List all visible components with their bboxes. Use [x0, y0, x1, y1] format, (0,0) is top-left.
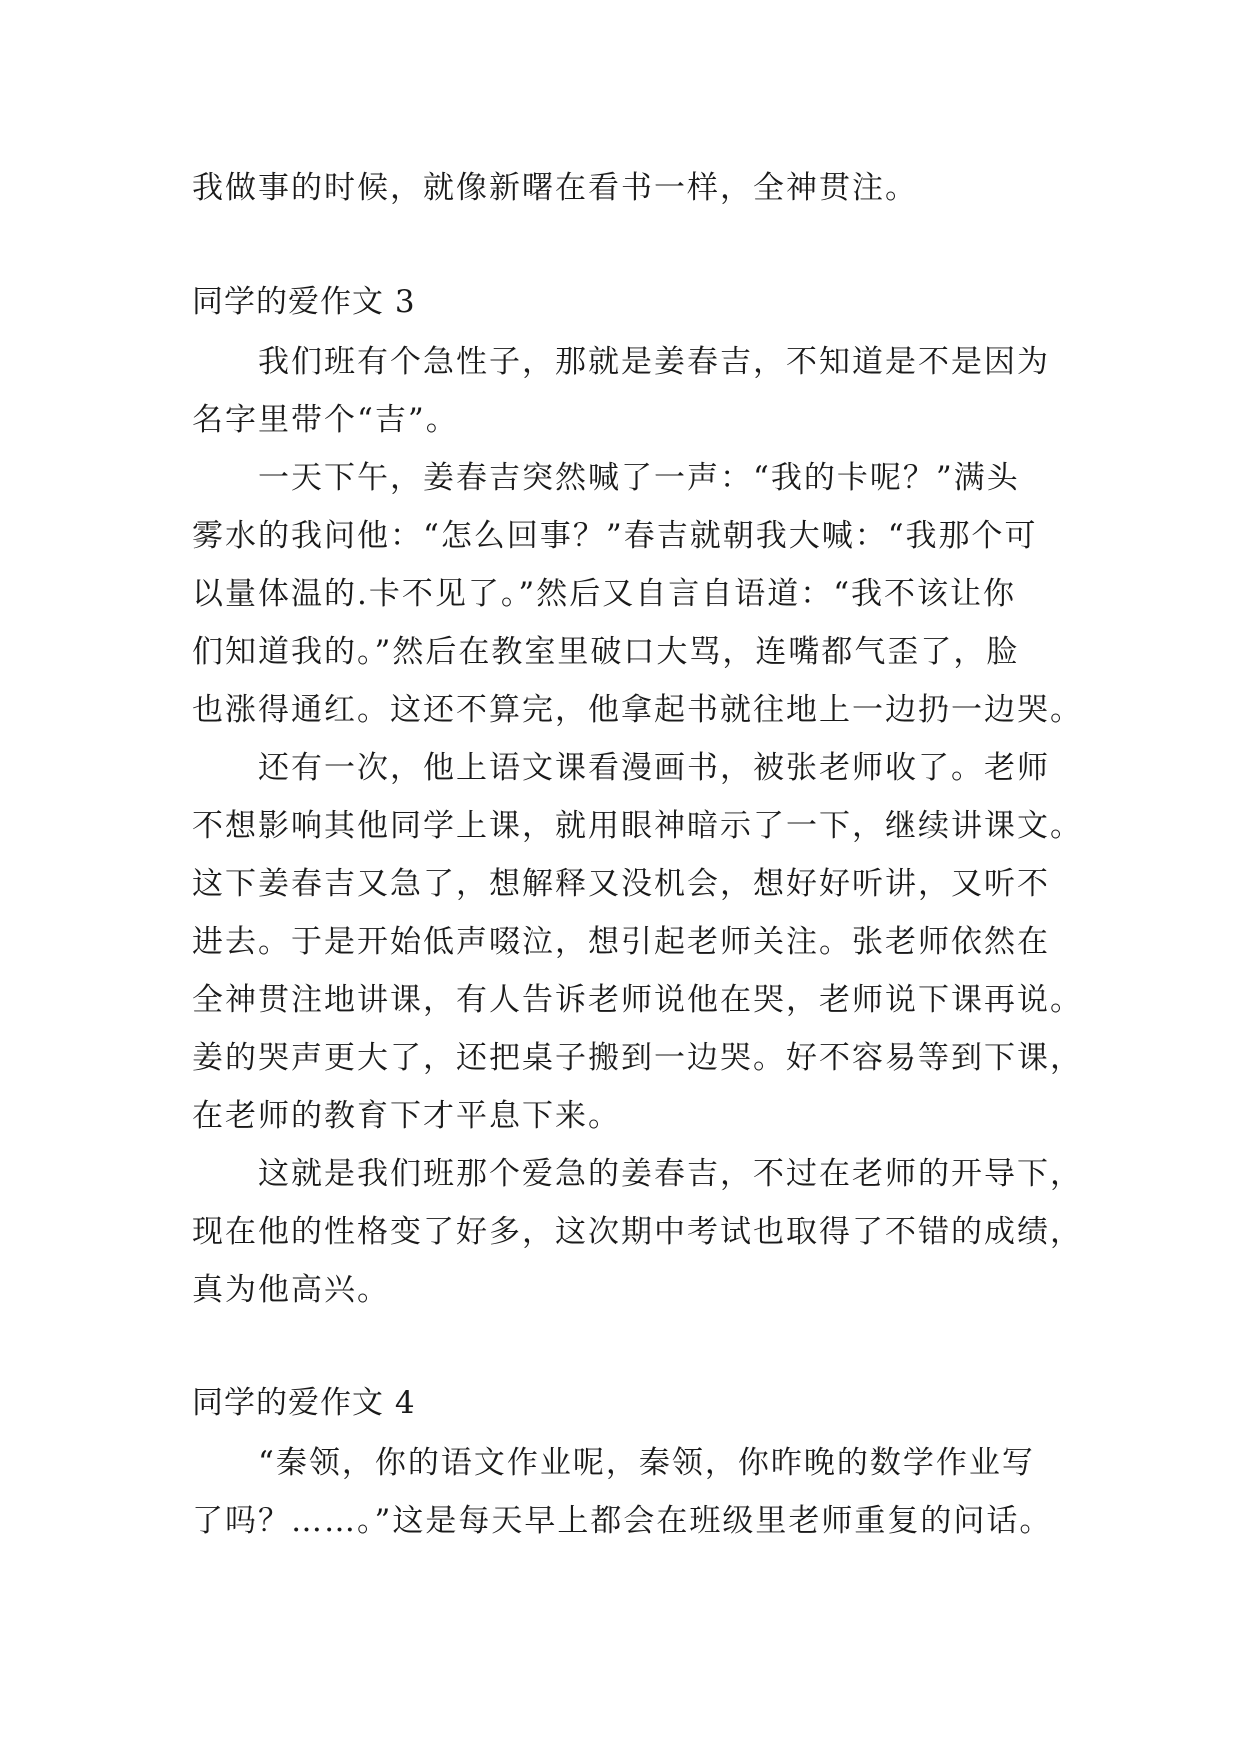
essay3-line: 进去。于是开始低声啜泣，想引起老师关注。张老师依然在 [192, 924, 1050, 960]
essay4-line: 了吗？……。”这是每天早上都会在班级里老师重复的问话。 [192, 1503, 1053, 1539]
essay4-title: 同学的爱作文 4 [192, 1385, 416, 1421]
essay3-line: 也涨得通红。这还不算完，他拿起书就往地上一边扔一边哭。 [192, 692, 1083, 728]
essay4-line: “秦领，你的语文作业呢，秦领，你昨晚的数学作业写 [258, 1445, 1035, 1481]
essay3-line: 们知道我的。”然后在教室里破口大骂，连嘴都气歪了，脸 [192, 634, 1020, 670]
essay3-line: 一天下午，姜春吉突然喊了一声：“我的卡呢？”满头 [258, 460, 1020, 496]
essay3-title: 同学的爱作文 3 [192, 284, 416, 320]
essay3-line: 我们班有个急性子，那就是姜春吉，不知道是不是因为 [258, 344, 1050, 380]
essay3-line: 现在他的性格变了好多，这次期中考试也取得了不错的成绩， [192, 1214, 1083, 1250]
essay3-line: 在老师的教育下才平息下来。 [192, 1098, 621, 1134]
essay3-line: 真为他高兴。 [192, 1272, 390, 1308]
essay3-line: 以量体温的.卡不见了。”然后又自言自语道：“我不该让你 [192, 576, 1017, 612]
essay3-line: 名字里带个“吉”。 [192, 402, 459, 438]
intro-line: 我做事的时候，就像新曙在看书一样，全神贯注。 [192, 170, 918, 206]
essay3-line: 不想影响其他同学上课，就用眼神暗示了一下，继续讲课文。 [192, 808, 1083, 844]
essay3-line: 姜的哭声更大了，还把桌子搬到一边哭。好不容易等到下课， [192, 1040, 1083, 1076]
essay3-line: 这下姜春吉又急了，想解释又没机会，想好好听讲，又听不 [192, 866, 1050, 902]
essay3-line: 雾水的我问他：“怎么回事？”春吉就朝我大喊：“我那个可 [192, 518, 1038, 554]
essay3-line: 这就是我们班那个爱急的姜春吉，不过在老师的开导下， [258, 1156, 1083, 1192]
essay3-line: 还有一次，他上语文课看漫画书，被张老师收了。老师 [258, 750, 1050, 786]
essay3-line: 全神贯注地讲课，有人告诉老师说他在哭，老师说下课再说。 [192, 982, 1083, 1018]
